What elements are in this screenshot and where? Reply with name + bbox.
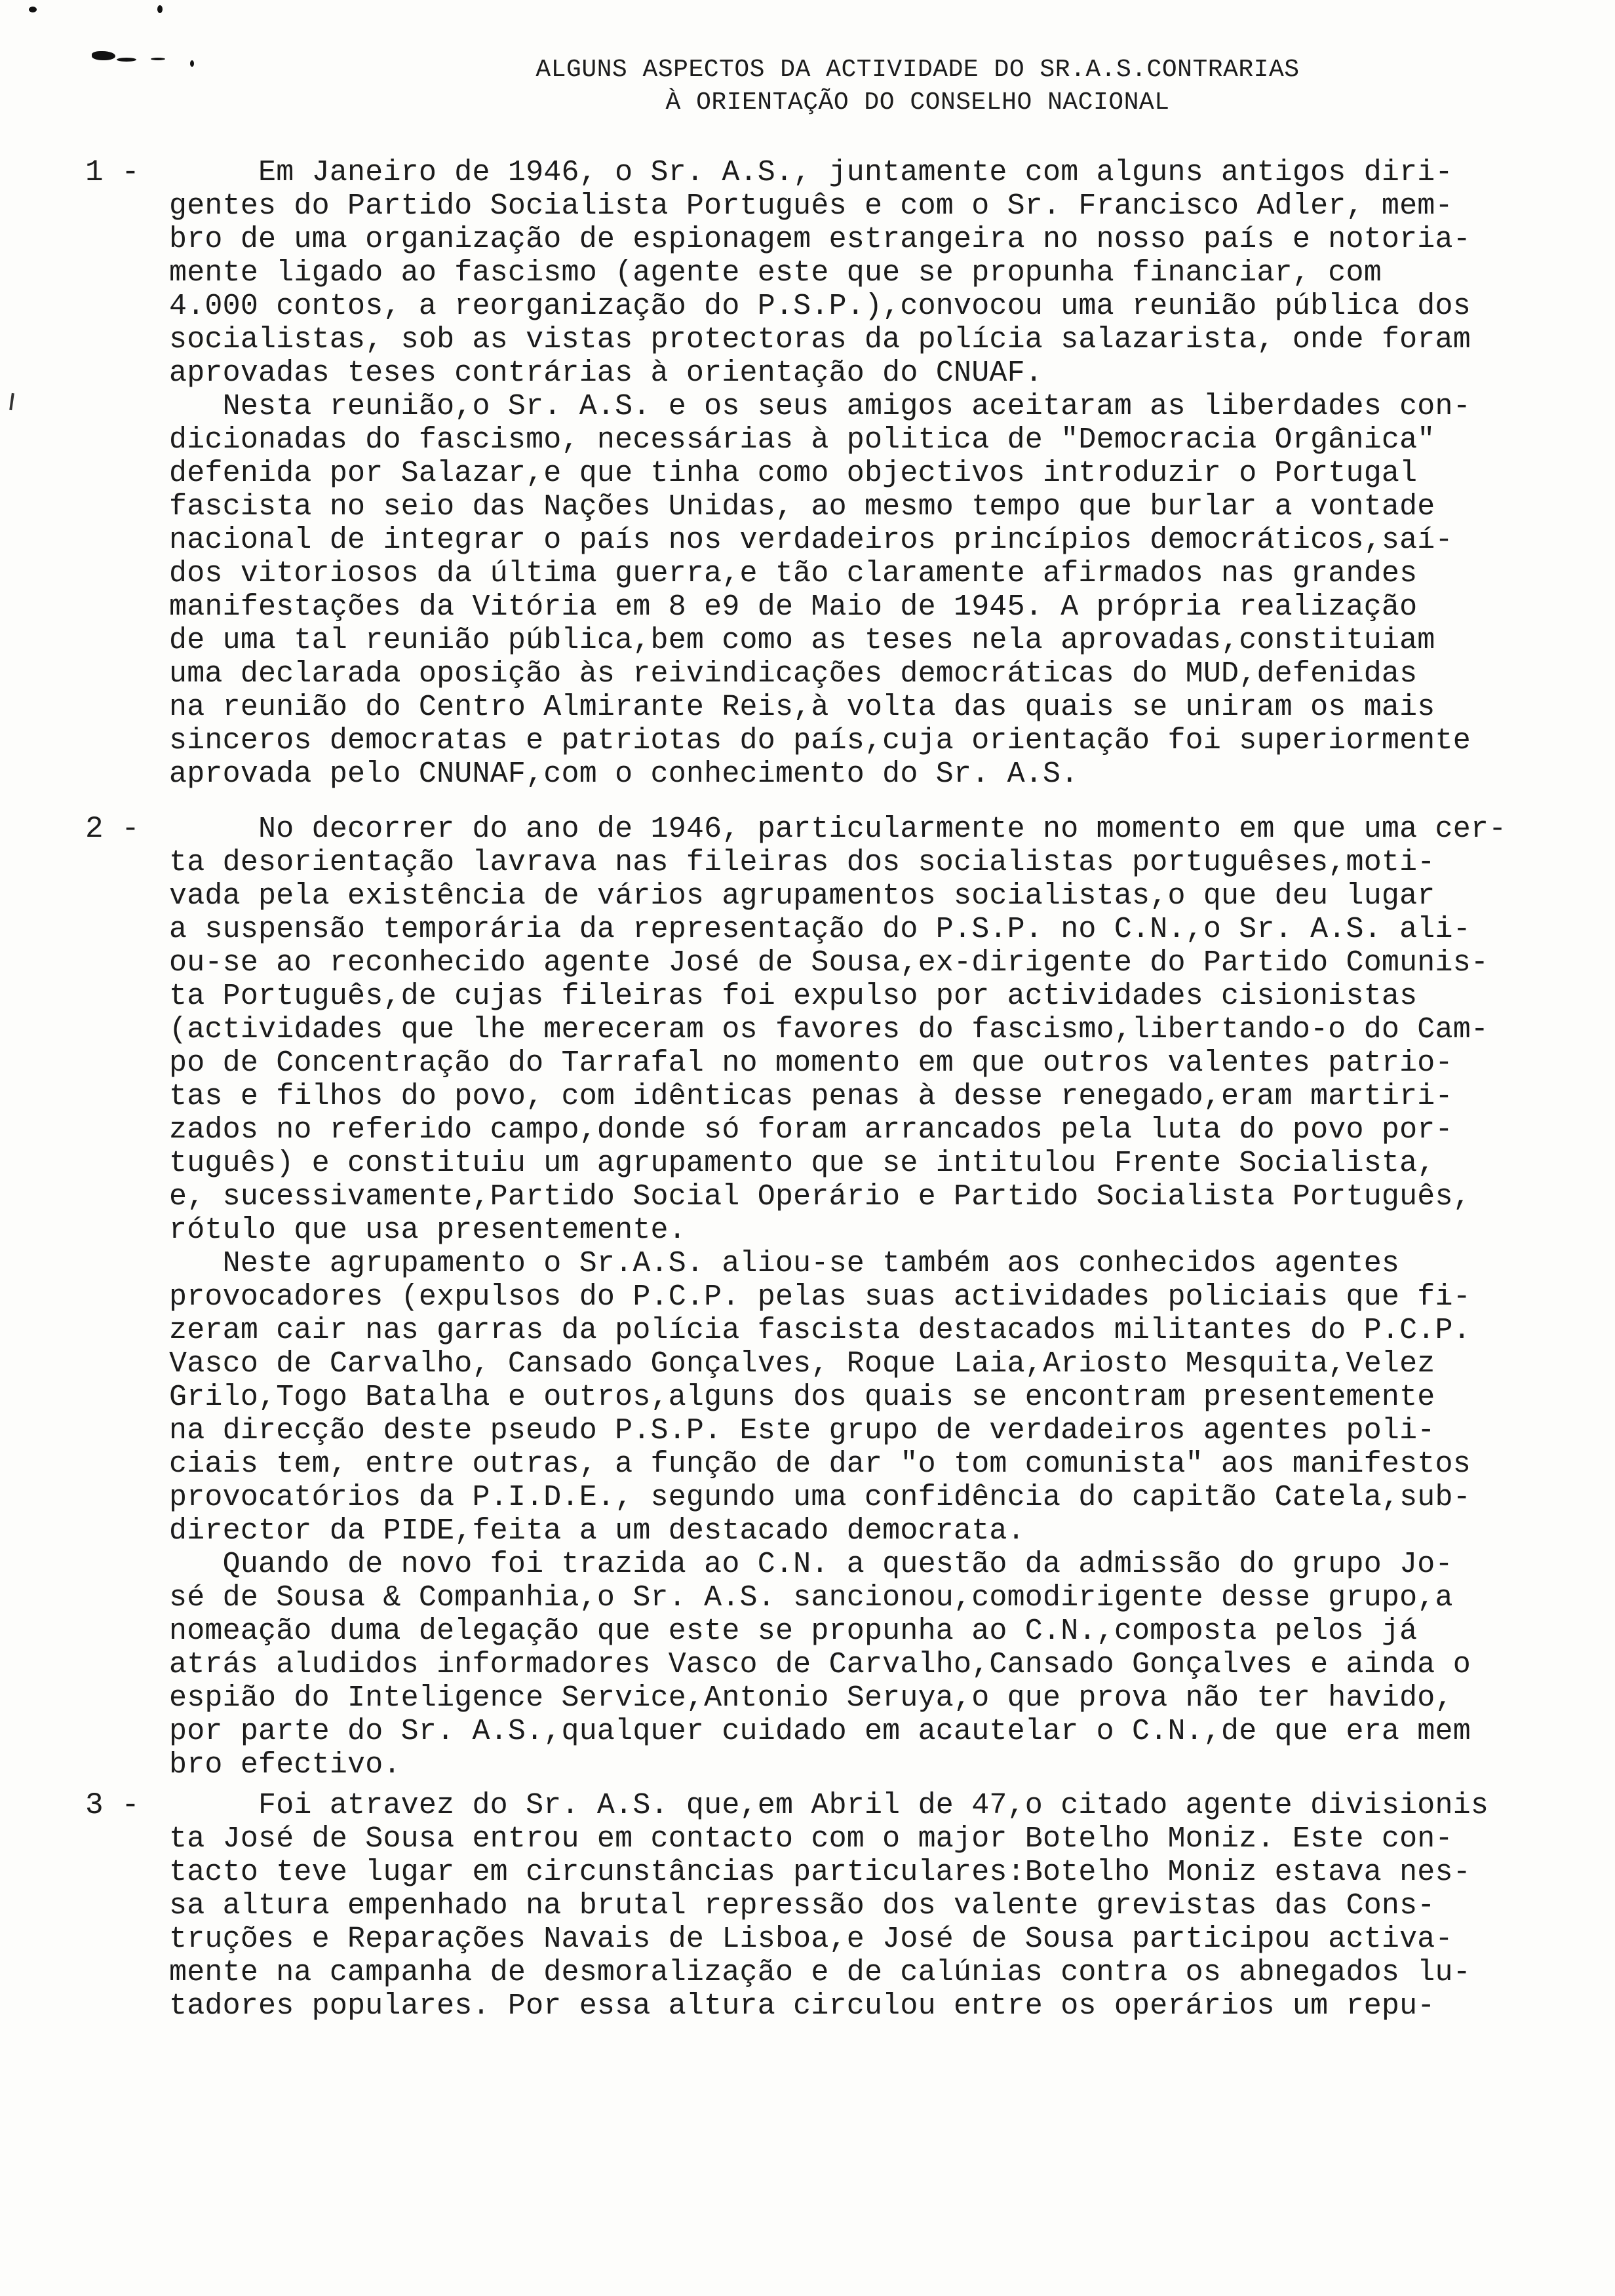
text-line: Em Janeiro de 1946, o Sr. A.S., juntamente com alguns antigos diri- <box>169 156 1453 189</box>
text-line: sa altura empenhado na brutal repressão dos valente grevistas das Cons- <box>169 1889 1435 1923</box>
text-line: e, sucessivamente,Partido Social Operário e Partido Socialista Português, <box>169 1180 1471 1214</box>
section-body <box>169 156 1585 791</box>
text-line: Foi atravez do Sr. A.S. que,em Abril de 47,o citado agente divisionis <box>169 1789 1489 1822</box>
text-line: truções e Reparações Navais de Lisboa,e José de Sousa participou activa- <box>169 1923 1453 1956</box>
text-line: espião do Inteligence Service,Antonio Seruya,o que prova não ter havido, <box>169 1681 1453 1715</box>
text-line: dicionadas do fascismo, necessárias à politica de "Democracia Orgânica" <box>169 423 1435 457</box>
text-line: provocatórios da P.I.D.E., segundo uma confidência do capitão Catela,sub- <box>169 1481 1471 1514</box>
section-body <box>169 813 1585 1782</box>
text-line: aprovadas teses contrárias à orientação do CNUAF. <box>169 356 1043 390</box>
text-line: ta desorientação lavrava nas fileiras dos socialistas portuguêses,moti- <box>169 846 1435 879</box>
text-line: manifestações da Vitória em 8 e9 de Maio de 1945. A própria realização <box>169 590 1418 624</box>
text-line: ta José de Sousa entrou em contacto com o major Botelho Moniz. Este con- <box>169 1822 1453 1856</box>
text-line: uma declarada oposição às reivindicações democráticas do MUD,defenidas <box>169 657 1418 691</box>
text-line: por parte do Sr. A.S.,qualquer cuidado em acautelar o C.N.,de que era mem <box>169 1715 1471 1748</box>
text-line: na reunião do Centro Almirante Reis,à volta das quais se uniram os mais <box>169 691 1435 724</box>
text-line: 4.000 contos, a reorganização do P.S.P.),convocou uma reunião pública dos <box>169 290 1471 323</box>
text-line: No decorrer do ano de 1946, particularmente no momento em que uma cer- <box>169 813 1507 846</box>
text-line: fascista no seio das Nações Unidas, ao mesmo tempo que burlar a vontade <box>169 490 1435 524</box>
text-line: tas e filhos do povo, com idênticas penas à desse renegado,eram martiri- <box>169 1080 1453 1113</box>
text-line: zados no referido campo,donde só foram arrancados pela luta do povo por- <box>169 1113 1453 1147</box>
text-line: sinceros democratas e patriotas do país,cuja orientação foi superiormente <box>169 724 1471 757</box>
text-line: ta Português,de cujas fileiras foi expulso por actividades cisionistas <box>169 980 1418 1013</box>
text-line: rótulo que usa presentemente. <box>169 1214 686 1247</box>
document-title-line-2: À ORIENTAÇÃO DO CONSELHO NACIONAL <box>665 88 1170 117</box>
text-line: gentes do Partido Socialista Português e com o Sr. Francisco Adler, mem- <box>169 189 1453 223</box>
text-line: provocadores (expulsos do P.C.P. pelas suas actividades policiais que fi- <box>169 1280 1471 1314</box>
text-line: sé de Sousa & Companhia,o Sr. A.S. sancionou,comodirigente desse grupo,a <box>169 1581 1453 1615</box>
text-line: aprovada pelo CNUNAF,com o conhecimento do Sr. A.S. <box>169 757 1079 791</box>
text-line: Neste agrupamento o Sr.A.S. aliou-se também aos conhecidos agentes <box>169 1247 1400 1280</box>
scan-mark <box>190 60 194 67</box>
text-line: vada pela existência de vários agrupamentos socialistas,o que deu lugar <box>169 879 1435 913</box>
text-line: director da PIDE,feita a um destacado democrata. <box>169 1514 1025 1548</box>
section-number: 3 - <box>85 1788 140 1822</box>
text-line: a suspensão temporária da representação do P.S.P. no C.N.,o Sr. A.S. ali- <box>169 913 1471 946</box>
document-title-line-1: ALGUNS ASPECTOS DA ACTIVIDADE DO SR.A.S.CONTRARIAS <box>535 56 1300 84</box>
text-line: mente na campanha de desmoralização e de calúnias contra os abnegados lu- <box>169 1956 1471 1989</box>
text-line: socialistas, sob as vistas protectoras da polícia salazarista, onde foram <box>169 323 1471 356</box>
text-line: tuguês) e constituiu um agrupamento que se intitulou Frente Socialista, <box>169 1147 1435 1180</box>
scan-mark <box>157 5 163 13</box>
text-line: nomeação duma delegação que este se propunha ao C.N.,composta pelos já <box>169 1615 1418 1648</box>
text-line: ou-se ao reconhecido agente José de Sousa,ex-dirigente do Partido Comunis- <box>169 946 1489 980</box>
text-line: zeram cair nas garras da polícia fascista destacados militantes do P.C.P. <box>169 1314 1471 1347</box>
scan-mark <box>117 58 136 62</box>
text-line: tacto teve lugar em circunstâncias particulares:Botelho Moniz estava nes- <box>169 1856 1471 1889</box>
section-body <box>169 1789 1585 2023</box>
text-line: de uma tal reunião pública,bem como as teses nela aprovadas,constituiam <box>169 624 1435 657</box>
margin-tick-mark <box>9 393 14 410</box>
text-line: defenida por Salazar,e que tinha como objectivos introduzir o Portugal <box>169 457 1418 490</box>
text-line: nacional de integrar o país nos verdadeiros princípios democráticos,saí- <box>169 524 1453 557</box>
section-number: 1 - <box>85 155 140 189</box>
text-line: atrás aludidos informadores Vasco de Carvalho,Cansado Gonçalves e ainda o <box>169 1648 1471 1681</box>
text-line: Vasco de Carvalho, Cansado Gonçalves, Roque Laia,Ariosto Mesquita,Velez <box>169 1347 1435 1381</box>
text-line: Quando de novo foi trazida ao C.N. a questão da admissão do grupo Jo- <box>169 1548 1453 1581</box>
text-line: dos vitoriosos da última guerra,e tão claramente afirmados nas grandes <box>169 557 1418 590</box>
text-line: Nesta reunião,o Sr. A.S. e os seus amigos aceitaram as liberdades con- <box>169 390 1471 423</box>
text-line: po de Concentração do Tarrafal no momento em que outros valentes patrio- <box>169 1046 1453 1080</box>
text-line: Grilo,Togo Batalha e outros,alguns dos quais se encontram presentemente <box>169 1381 1435 1414</box>
section-number: 2 - <box>85 812 140 846</box>
text-line: (actividades que lhe mereceram os favores do fascismo,libertando-o do Cam- <box>169 1013 1489 1046</box>
text-line: ciais tem, entre outras, a função de dar "o tom comunista" aos manifestos <box>169 1447 1471 1481</box>
text-line: bro efectivo. <box>169 1748 401 1782</box>
text-line: mente ligado ao fascismo (agente este que se propunha financiar, com <box>169 256 1382 290</box>
text-line: tadores populares. Por essa altura circulou entre os operários um repu- <box>169 1989 1435 2023</box>
scan-mark <box>92 51 115 60</box>
scan-mark <box>151 58 165 60</box>
text-line: na direcção deste pseudo P.S.P. Este grupo de verdadeiros agentes poli- <box>169 1414 1435 1447</box>
scan-mark <box>29 7 37 12</box>
text-line: bro de uma organização de espionagem estrangeira no nosso país e notoria- <box>169 223 1471 256</box>
